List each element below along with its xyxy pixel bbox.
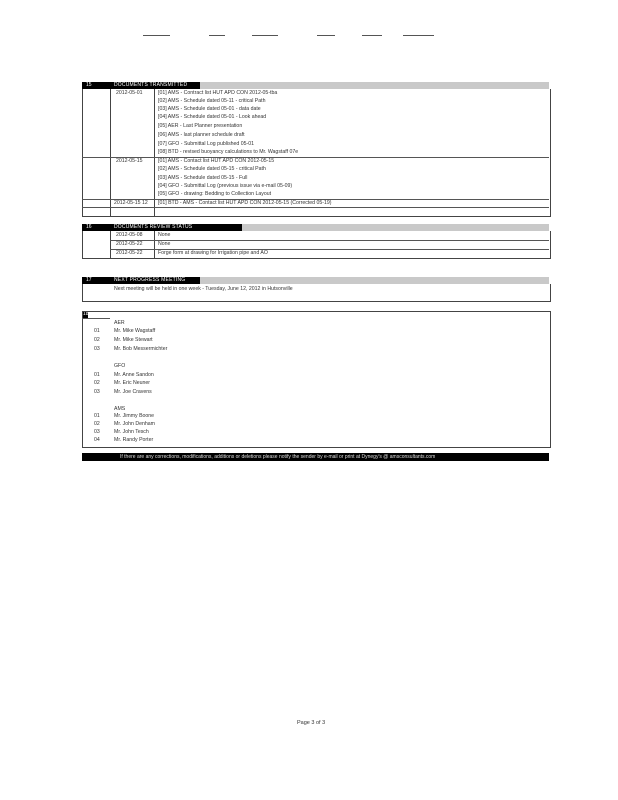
attendee-number: 03 [94, 389, 100, 395]
attendee-name: Mr. Mike Wagstaff [114, 328, 156, 334]
attendee-name: Mr. Randy Porter [114, 437, 154, 443]
header-rule-1 [143, 35, 170, 36]
section-title: DOCUMENTS REVIEW STATUS [114, 224, 193, 230]
row-divider [110, 240, 549, 241]
document-item: [07] GFO - Submittal Log published 05-01 [158, 141, 255, 147]
review-date: 2012-05-08 [116, 232, 143, 238]
section-title: NEXT PROGRESS MEETING [114, 277, 186, 283]
section-box [82, 89, 551, 217]
header-rule-4 [317, 35, 335, 36]
review-date: 2012-05-22 [116, 241, 143, 247]
document-item: [03] AMS - Schedule dated 05-01 - data date [158, 106, 261, 112]
column-divider [110, 89, 111, 216]
section-number: 17 [86, 277, 92, 283]
document-item: [02] AMS - Schedule dated 05-11 - critical Path [158, 98, 266, 104]
review-text: Forge form at drawing for Irrigation pipe and AO [158, 250, 268, 256]
attendee-number: 02 [94, 380, 100, 386]
page-number: Page 3 of 3 [297, 720, 326, 726]
header-rule-3 [252, 35, 278, 36]
column-divider [154, 89, 155, 216]
attendee-number: 04 [94, 437, 100, 443]
header-rule-2 [209, 35, 225, 36]
attendee-number: 02 [94, 337, 100, 343]
attendee-name: Mr. Jimmy Boone [114, 413, 155, 419]
row-divider [82, 318, 110, 319]
document-item: [03] AMS - Schedule dated 05-15 - Full [158, 175, 248, 181]
section-number: 18 [83, 311, 89, 317]
section-header-grey [242, 224, 549, 231]
review-date: 2012-05-22 [116, 250, 143, 256]
section-box [82, 231, 551, 259]
document-item: [08] BTD - revised buoyancy calculations to Mr. Wagstaff 07e [158, 149, 299, 155]
attendee-org: GFO [114, 363, 126, 369]
attendee-name: Mr. Eric Neuner [114, 380, 151, 386]
section-header-grey [200, 82, 549, 89]
column-divider [110, 231, 111, 258]
document-item: [01] AMS - Contract list HUT APD CON 2012-05-tba [158, 90, 278, 96]
document-item: [05] GFO - drawing: Bedding to Collection Layout [158, 191, 272, 197]
section-header-grey [200, 277, 549, 284]
attendee-name: Mr. Mike Stewart [114, 337, 153, 343]
attendee-name: Mr. Joe Cravens [114, 389, 152, 395]
document-item: [01] BTD - AMS - Contact list HUT APD CON 2012-05-15 (Corrected 05-19) [158, 200, 332, 206]
attendee-name: Mr. John Denham [114, 421, 155, 427]
attendee-number: 01 [94, 413, 100, 419]
attendee-org: AMS [114, 406, 126, 412]
attendee-number: 03 [94, 346, 100, 352]
row-divider [82, 157, 549, 158]
row-divider [82, 207, 549, 208]
attendee-number: 03 [94, 429, 100, 435]
header-rule-6 [403, 35, 434, 36]
group-date: 2012-05-15 12 [114, 200, 148, 206]
section-number: 15 [86, 82, 92, 88]
review-text: None [158, 232, 171, 238]
review-text: None [158, 241, 171, 247]
attendee-name: Mr. Bob Messermichter [114, 346, 168, 352]
footer-notice: If there are any corrections, modifications, additions or deletions please notify the sender by e-mail or print at Dynegy's @ amsconsultants.com [120, 454, 436, 460]
attendee-number: 01 [94, 372, 100, 378]
header-rule-5 [362, 35, 382, 36]
document-item: [04] AMS - Schedule dated 05-01 - Look ahead [158, 114, 267, 120]
attendee-org: AER [114, 320, 125, 326]
section-number: 16 [86, 224, 92, 230]
attendee-name: Mr. John Tesch [114, 429, 149, 435]
document-item: [02] AMS - Schedule dated 05-15 - critical Path [158, 166, 266, 172]
column-divider [154, 231, 155, 258]
attendee-number: 02 [94, 421, 100, 427]
section-title: DOCUMENTS TRANSMITTED [114, 82, 188, 88]
meeting-text: Next meeting will be held in one week - Tuesday, June 12, 2012 in Hutsonville [114, 286, 293, 292]
document-item: [04] GFO - Submittal Log (previous issue via e-mail 05-09) [158, 183, 293, 189]
document-item: [06] AMS - last planner schedule draft [158, 132, 245, 138]
group-date: 2012-05-01 [116, 90, 143, 96]
attendee-name: Mr. Anne Sandon [114, 372, 154, 378]
document-item: [05] AER - Last Planner presentation [158, 123, 243, 129]
group-date: 2012-05-15 [116, 158, 143, 164]
attendee-number: 01 [94, 328, 100, 334]
document-item: [01] AMS - Contact list HUT APD CON 2012-05-15 [158, 158, 275, 164]
